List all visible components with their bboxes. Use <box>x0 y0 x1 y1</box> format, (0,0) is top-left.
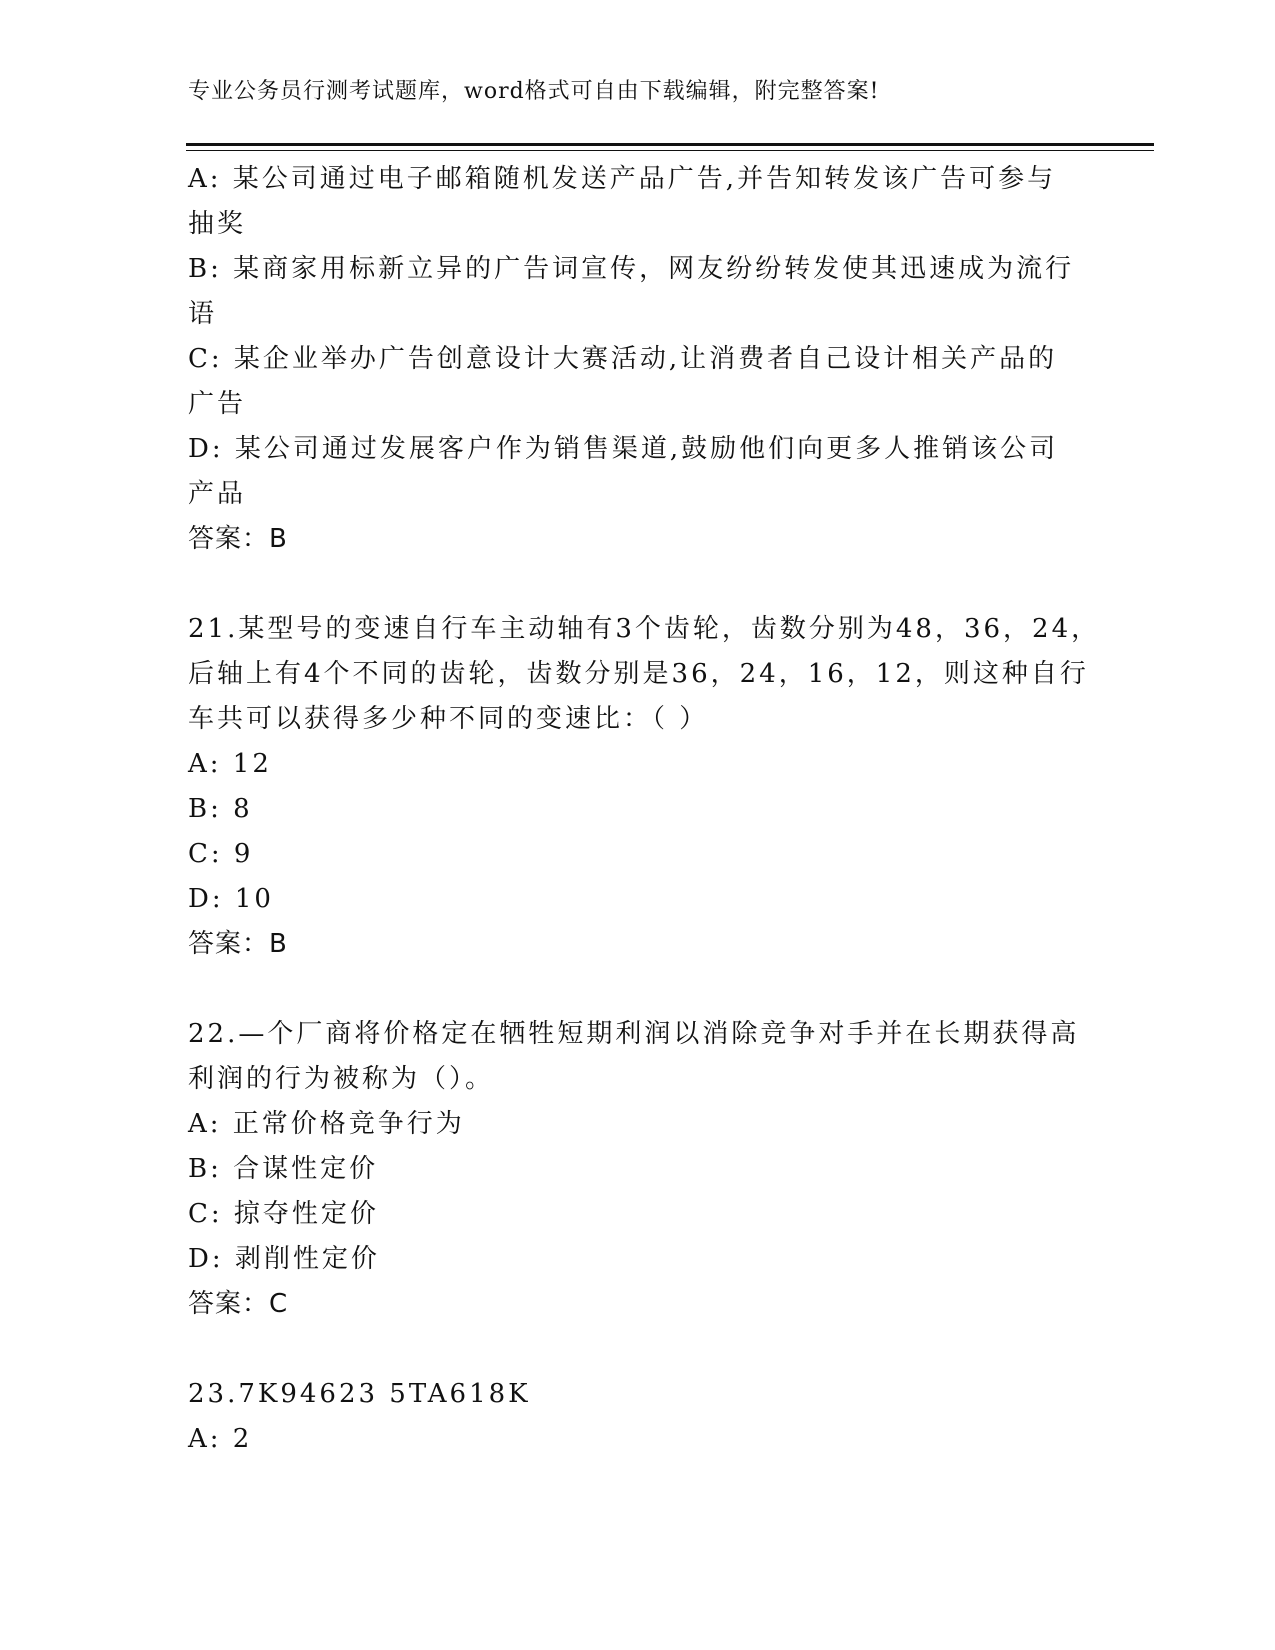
question-23 <box>188 1372 1088 1462</box>
spacer <box>188 967 1088 1012</box>
question-stem-line: 22.—个厂商将价格定在牺牲短期利润以消除竞争对手并在长期获得高 <box>188 1019 1080 1049</box>
option-a-line: 抽奖 <box>188 209 247 239</box>
option-c-line: 广告 <box>188 389 247 419</box>
question-stem-line: 23.7K94623 5TA618K <box>188 1379 531 1409</box>
option-a: A: 2 <box>188 1424 253 1454</box>
page-header: 专业公务员行测考试题库，word格式可自由下载编辑，附完整答案! <box>188 79 880 104</box>
question-stem-line: 后轴上有4个不同的齿轮，齿数分别是36，24，16，12，则这种自行 <box>188 659 1089 689</box>
header-rule-thin <box>186 150 1154 151</box>
option-d-line: D: 某公司通过发展客户作为销售渠道,鼓励他们向更多人推销该公司 <box>188 434 1059 464</box>
spacer <box>188 1327 1088 1372</box>
question-20-options <box>188 157 1088 562</box>
option-b-line: 语 <box>188 299 218 329</box>
question-21 <box>188 607 1101 967</box>
answer-label: 答案：B <box>188 524 288 554</box>
option-c: C: 掠夺性定价 <box>188 1199 379 1229</box>
option-b-line: B: 某商家用标新立异的广告词宣传，网友纷纷转发使其迅速成为流行 <box>188 254 1075 284</box>
question-stem-line: 车共可以获得多少种不同的变速比：（ ） <box>188 704 709 734</box>
document-content <box>188 157 1101 1462</box>
answer-label: 答案：B <box>188 929 288 959</box>
question-stem-line: 利润的行为被称为（）。 <box>188 1064 495 1094</box>
spacer <box>188 562 1088 607</box>
option-d: D: 剥削性定价 <box>188 1244 380 1274</box>
header-rule-thick <box>186 143 1154 146</box>
question-22 <box>188 1012 1088 1327</box>
answer-label: 答案：C <box>188 1289 289 1319</box>
option-d: D: 10 <box>188 884 274 914</box>
option-a: A: 正常价格竞争行为 <box>188 1109 465 1139</box>
option-b: B: 合谋性定价 <box>188 1154 379 1184</box>
option-d-line: 产品 <box>188 479 247 509</box>
question-stem-line: 21.某型号的变速自行车主动轴有3个齿轮，齿数分别为48，36，24， <box>188 614 1101 644</box>
option-a: A: 12 <box>188 749 272 779</box>
option-a-line: A: 某公司通过电子邮箱随机发送产品广告,并告知转发该广告可参与 <box>188 164 1057 194</box>
option-c-line: C: 某企业举办广告创意设计大赛活动,让消费者自己设计相关产品的 <box>188 344 1058 374</box>
option-b: B: 8 <box>188 794 253 824</box>
option-c: C: 9 <box>188 839 254 869</box>
